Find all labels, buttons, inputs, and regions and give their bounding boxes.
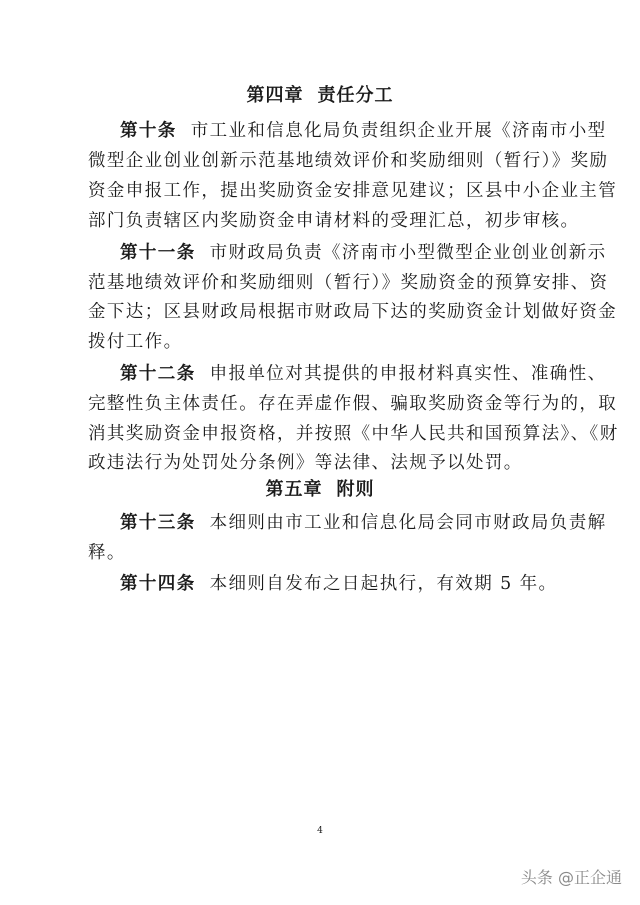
article-14-line-1: 第十四条 本细则自发布之日起执行，有效期 5 年。 bbox=[120, 574, 558, 594]
watermark-text: 头条 @正企通 bbox=[520, 868, 622, 887]
chapter-5-title: 附则 bbox=[336, 479, 375, 500]
article-13-label: 第十三条 bbox=[120, 513, 196, 533]
article-11-line-4: 拨付工作。 bbox=[88, 332, 183, 352]
chapter-4-number: 第四章 bbox=[246, 85, 304, 106]
article-11-line-2: 范基地绩效评价和奖励细则（暂行）》奖励资金的预算安排、资 bbox=[88, 273, 609, 293]
article-10-line-1: 第十条 市工业和信息化局负责组织企业开展《济南市小型 bbox=[120, 121, 607, 141]
article-12-line-2: 完整性负主体责任。存在弄虚作假、骗取奖励资金等行为的，取 bbox=[88, 394, 618, 414]
page-number: 4 bbox=[317, 826, 323, 836]
article-10-line-3: 资金申报工作，提出奖励资金安排意见建议；区县中小企业主管 bbox=[88, 181, 618, 201]
chapter-4-heading bbox=[0, 84, 640, 108]
article-12-line-4: 政违法行为处罚处分条例》等法律、法规予以处罚。 bbox=[88, 453, 523, 473]
article-10-label: 第十条 bbox=[120, 121, 177, 141]
article-13-line-2: 释。 bbox=[88, 543, 126, 563]
article-10-line-4: 部门负责辖区内奖励资金申请材料的受理汇总，初步审核。 bbox=[88, 211, 580, 231]
article-11-line-1: 第十一条 市财政局负责《济南市小型微型企业创业创新示 bbox=[120, 243, 607, 263]
article-11-line-3: 金下达；区县财政局根据市财政局下达的奖励资金计划做好资金 bbox=[88, 302, 618, 322]
article-11-label: 第十一条 bbox=[120, 243, 196, 263]
chapter-5-heading bbox=[0, 478, 640, 502]
article-12-label: 第十二条 bbox=[120, 364, 196, 384]
article-12-line-1: 第十二条 申报单位对其提供的申报材料真实性、准确性、 bbox=[120, 364, 607, 384]
article-14-label: 第十四条 bbox=[120, 574, 196, 594]
article-13-line-1: 第十三条 本细则由市工业和信息化局会同市财政局负责解 bbox=[120, 513, 607, 533]
chapter-4-title: 责任分工 bbox=[317, 85, 394, 106]
article-10-line-2: 微型企业创业创新示范基地绩效评价和奖励细则（暂行）》奖励 bbox=[88, 151, 609, 171]
chapter-5-number: 第五章 bbox=[265, 479, 323, 500]
article-12-line-3: 消其奖励资金申报资格，并按照《中华人民共和国预算法》、《财 bbox=[88, 424, 619, 444]
